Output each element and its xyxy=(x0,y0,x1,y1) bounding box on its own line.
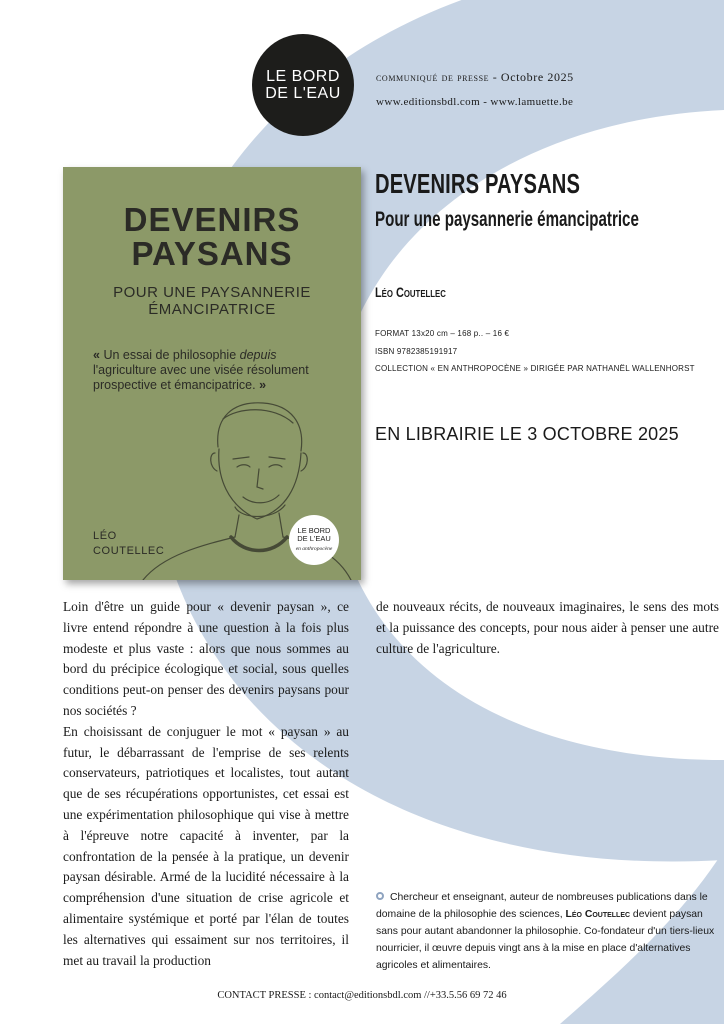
cover-title-line-1: DEVENIRS xyxy=(123,201,301,238)
cover-publisher-badge xyxy=(289,515,339,565)
book-subtitle: Pour une paysannerie émancipatrice xyxy=(375,208,639,231)
header-separator: - xyxy=(489,70,501,84)
press-contact: CONTACT PRESSE : contact@editionsbdl.com //+33.5.56 69 72 46 xyxy=(217,990,507,1001)
cover-author-first: LÉO xyxy=(93,530,117,542)
cover-title xyxy=(63,203,361,271)
quote-text-a: Un essai de philosophie xyxy=(103,348,240,362)
bio-part-1: Chercheur et enseignant, auteur de nombreuses publications dans le domaine de la philosophie des sciences, xyxy=(376,892,708,920)
bio-author-name: Léo Coutellec xyxy=(565,909,631,920)
body-paragraph-3: de nouveaux récits, de nouveaux imaginaires, le sens des mots et la puissance des concepts, pour nous aider à penser une autre culture de l'agriculture. xyxy=(376,599,719,656)
press-release-header xyxy=(376,70,574,85)
quote-text-b: l'agriculture avec une visée résolument prospective et émancipatrice. xyxy=(93,363,309,392)
cover-author-last: COUTELLEC xyxy=(93,545,165,557)
cover-subtitle-line-1: POUR UNE PAYSANNERIE xyxy=(113,284,311,301)
book-collection: COLLECTION « EN ANTHROPOCÈNE » DIRIGÉE PAR NATHANËL WALLENHORST xyxy=(375,364,695,373)
quote-close-mark: » xyxy=(255,378,267,392)
quote-text-emphasis: depuis xyxy=(239,348,277,362)
book-metadata xyxy=(375,325,695,378)
cover-subtitle xyxy=(63,284,361,318)
body-text-left-column xyxy=(63,597,349,971)
book-author: Léo Coutellec xyxy=(375,284,446,300)
body-paragraph-1: Loin d'être un guide pour « devenir paysan », ce livre entend répondre à une question à la fois plus modeste et plus vaste : alors que nous sommes au bord du précipice écologique et social, sous quelles conditions peut-on penser des devenirs paysans pour nos sociétés ? xyxy=(63,599,349,718)
cover-author xyxy=(93,529,164,559)
book-title: DEVENIRS PAYSANS xyxy=(375,168,581,199)
website-links: www.editionsbdl.com - www.lamuette.be xyxy=(376,96,574,108)
publisher-logo xyxy=(252,34,354,136)
body-text-right-column xyxy=(376,597,719,659)
release-date: EN LIBRAIRIE LE 3 OCTOBRE 2025 xyxy=(375,424,679,444)
cover-subtitle-line-2: ÉMANCIPATRICE xyxy=(148,301,276,318)
press-label: communiqué de presse xyxy=(376,70,490,84)
cover-quote xyxy=(93,348,333,393)
author-bio xyxy=(376,889,718,974)
bullet-icon xyxy=(376,892,384,900)
book-cover xyxy=(63,167,361,580)
book-format: FORMAT 13x20 cm – 168 p.. – 16 € xyxy=(375,329,510,338)
book-isbn: ISBN 9782385191917 xyxy=(375,346,458,356)
badge-line-1: LE BORD xyxy=(297,526,331,535)
quote-open-mark: « xyxy=(93,348,104,362)
badge-line-2: DE L'EAU xyxy=(297,534,331,543)
bio-part-2: devient paysan sans pour autant abandonner la philosophie. Co-fondateur d'un tiers-lieux nourricier, il œuvre depuis vingt ans à la mise en place d'alternatives agricoles et alimentaires. xyxy=(376,909,715,971)
body-paragraph-2: En choisissant de conjuguer le mot « paysan » au futur, le débarrassant de l'emprise de ses relents conservateurs, patriotiques et localistes, tout autant que de ses récupérations opportunistes, cet essai est une expérimentation philosophique qui vise à mettre à l'épreuve notre capacité à inventer, par la confrontation de la pensée à la pratique, un devenir paysan désirable. Armé de la lucidité nécessaire à la compréhension d'une situation de crise agricole et alimentaire systémique et porté par l'élan de toutes les alternatives qui essaiment sur nos territoires, il met au travail la production xyxy=(63,723,349,968)
press-date: Octobre 2025 xyxy=(500,70,574,84)
cover-title-line-2: PAYSANS xyxy=(131,235,293,272)
logo-line-1: LE BORD xyxy=(266,68,340,85)
badge-series: en anthropocène xyxy=(295,546,333,552)
logo-line-2: DE L'EAU xyxy=(265,85,341,102)
